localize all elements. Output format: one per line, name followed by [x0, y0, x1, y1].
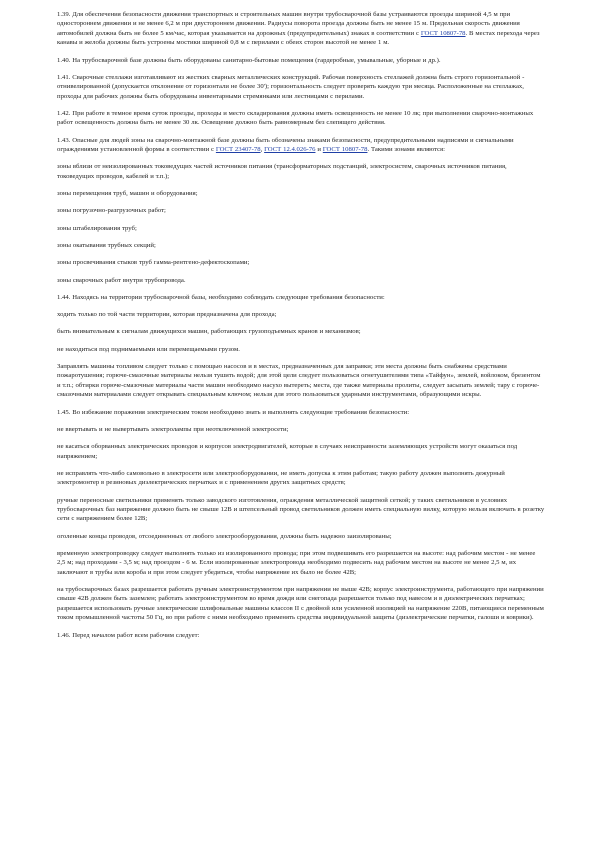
paragraph: [57, 56, 545, 65]
paragraph: [57, 136, 545, 155]
text-segment: 1.43. Опасные для людей зоны на сварочно-монтажной базе должны быть обозначены знаками безопасности, предупредительными надписями и сигнальными ограждениями установленной формы в соответствии с: [57, 136, 514, 154]
text-segment: не касаться оборванных электрических проводов и корпусов электродвигателей, которые в случаях неисправности заземляющих устройств могут оказаться под напряжением;: [57, 443, 518, 460]
paragraph: [57, 442, 545, 461]
text-segment: 1.44. Находясь на территории трубосварочной базы, необходимо соблюдать следующие требования безопасности:: [57, 293, 385, 301]
paragraph: [57, 189, 545, 198]
paragraph: [57, 241, 545, 250]
paragraph: [57, 549, 545, 577]
text-segment: Заправлять машины топливом следует только с помощью насосов и в местах, предназначенных для заправки; эти места должны быть снабжены средствами пожаротушения; горюче-смазочные материалы нельзя тушить водой; для этой цели следует пользоваться огнетушителями типа «Тайфун», землей, войлоком, брезентом и т.п.; обтирки горюче-смазочные материалы части машин необходимо насухо вытереть; места, где также материалы пролиты, следует засыпать землей; тару с горюче-смазочными материалами следует открывать специальным ключом; нельзя для этого пользоваться ударными инструментами, образующими искры.: [57, 363, 541, 399]
text-segment: зоны штабелирования труб;: [57, 224, 137, 232]
text-segment: зоны просвечивания стыков труб гамма-рентгено-дефектоскопами;: [57, 259, 250, 267]
text-segment: не ввертывать и не вывертывать электролампы при неотключенной электросети;: [57, 425, 289, 433]
document-body: [57, 10, 545, 648]
paragraph: [57, 345, 545, 354]
text-segment: не находиться под поднимаемыми или перемещаемыми грузом.: [57, 345, 240, 353]
gost-link[interactable]: ГОСТ 10807-78: [322, 146, 368, 154]
gost-link[interactable]: ГОСТ 12.4.026-76: [264, 146, 316, 154]
gost-link[interactable]: ГОСТ 10807-78: [420, 29, 466, 37]
text-segment: зоны окатывания трубных секций;: [57, 241, 156, 249]
paragraph: [57, 224, 545, 233]
text-segment: на трубосварочных базах разрешается работать ручным электроинструментом при напряжении не выше 42В; корпус электроинструмента, работающего при напряжении свыше 42В должен быть заземлен; работать электроинструментом во время дождя или снегопада разрешается только под навесом и в диэлектрических перчатках; разрешается использовать ручные электрические шлифовальные машины классов II с двойной или усиленной изоляцией на напряжение 220В, питающиеся переменным током промышленной частоты 50 Гц, во при работе с ними необходимо применять средства индивидуальной защиты (диэлектрические перчатки, галоши и коврики).: [57, 586, 544, 622]
text-segment: ходить только по той части территории, которая предназначена для прохода;: [57, 311, 277, 319]
text-segment: 1.46. Перед началом работ всем рабочим следует:: [57, 631, 200, 639]
paragraph: [57, 206, 545, 215]
text-segment: ручные переносные светильники применять только заводского изготовления, ограждения металлической защитной сеткой; у таких светильников в условиях трубосварочных баз напряжение должно быть не свыше 12В и штепсельный провод светильников должен иметь специальную вилку, которую нельзя включать в розетку сети с напряжением более 12В;: [57, 496, 545, 523]
paragraph: [57, 496, 545, 524]
paragraph: [57, 469, 545, 488]
paragraph: [57, 631, 545, 640]
text-segment: зоны погрузочно-разгрузочных работ;: [57, 207, 166, 215]
text-segment: 1.42. При работе в темное время суток проезды, проходы и место складирования должны иметь освещенность не менее 10 лк; при выполнении сварочно-монтажных работ освещенность должна быть не менее 30 лк. Освещение должно быть равномерным без слепящего действия.: [57, 109, 534, 127]
paragraph: [57, 408, 545, 417]
text-segment: 1.40. На трубосварочной базе должны быть оборудованы санитарно-бытовые помещения (гардеробные, умывальные, уборные и др.).: [57, 56, 441, 64]
paragraph: [57, 109, 545, 128]
text-segment: 1.39. Для обеспечения безопасности движения транспортных и строительных машин внутри трубосварочной базы устраиваются проезды шириной 4,5 м при одностороннем движении и не менее 6,2 м при двустороннем движении. Радиусы поворота проезда должны быть не менее 15 м. Предельная скорость движения автомобилей должна быть не более 5 км/час, которая указывается на дорожных (предупредительных) знаках в соответствии с: [57, 11, 520, 37]
paragraph: [57, 276, 545, 285]
paragraph: [57, 293, 545, 302]
paragraph: [57, 585, 545, 623]
paragraph: [57, 258, 545, 267]
paragraph: [57, 532, 545, 541]
paragraph: [57, 162, 545, 181]
text-segment: 1.41. Сварочные стеллажи изготавливают из жестких сварных металлических конструкций. Рабочая поверхность стеллажей должна быть строго горизонтальной - отнивелированной (допускается отклонение от горизонтали не более 30'); горизонтальность следует проверять каждую три месяца. Расположенные на стеллажах, проходы для рабочих должны быть оборудованы инвентарными стремянками или лестницами с перилами.: [57, 73, 525, 100]
text-segment: зоны сварочных работ внутри трубопровода.: [57, 276, 186, 284]
text-segment: оголенные концы проводов, отсоединенных от любого электрооборудования, должны быть надежно заизолированы;: [57, 532, 392, 540]
text-segment: зоны перемещения труб, машин и оборудования;: [57, 190, 198, 198]
paragraph: [57, 327, 545, 336]
text-segment: быть внимательным к сигналам движущихся машин, работающих грузоподъемных кранов и механизмов;: [57, 328, 361, 336]
gost-link[interactable]: ГОСТ 23407-78: [215, 146, 261, 154]
text-segment: . В местах перехода через канавы и желоба должны быть устроены мостики шириной 0,8 м с перилами с обеих сторон высотой не менее 1 м.: [57, 29, 540, 47]
text-segment: зоны вблизи от неизолированных токоведущих частей источников питания (трансформаторных подстанций, электросистем, сварочных источников питания, токоведущих проводов, кабелей и т.п.);: [57, 163, 507, 180]
text-segment: 1.45. Во избежание поражения электрическим током необходимо знать и выполнять следующие требования безопасности:: [57, 408, 410, 416]
text-segment: ,: [260, 146, 265, 154]
text-segment: не исправлять что-либо самовольно в электросети или электрооборудовании, не иметь допуска к этим работам; такую работу должен выполнять дежурный электромонтер в резиновых диэлектрических перчатках и с применением других защитных средств;: [57, 469, 505, 487]
paragraph: [57, 10, 545, 48]
text-segment: временную электропроводку следует выполнять только из изолированного провода; при этом подвешивать его разрешается на высоте: над рабочим местом - не менее 2,5 м; над проходами - 3,5 м; над проездом - 6 м. Если изолированные электропровода необходимо подвесить над рабочим местом на высоте не менее 2,5 м, их заключают в трубы или короба и при этом следует убедиться, чтобы напряжение их было не более 42В;: [57, 549, 536, 576]
paragraph: [57, 73, 545, 101]
paragraph: [57, 425, 545, 434]
paragraph: [57, 362, 545, 400]
text-segment: . Такими зонами являются:: [367, 146, 445, 154]
text-segment: и: [315, 146, 323, 154]
paragraph: [57, 310, 545, 319]
